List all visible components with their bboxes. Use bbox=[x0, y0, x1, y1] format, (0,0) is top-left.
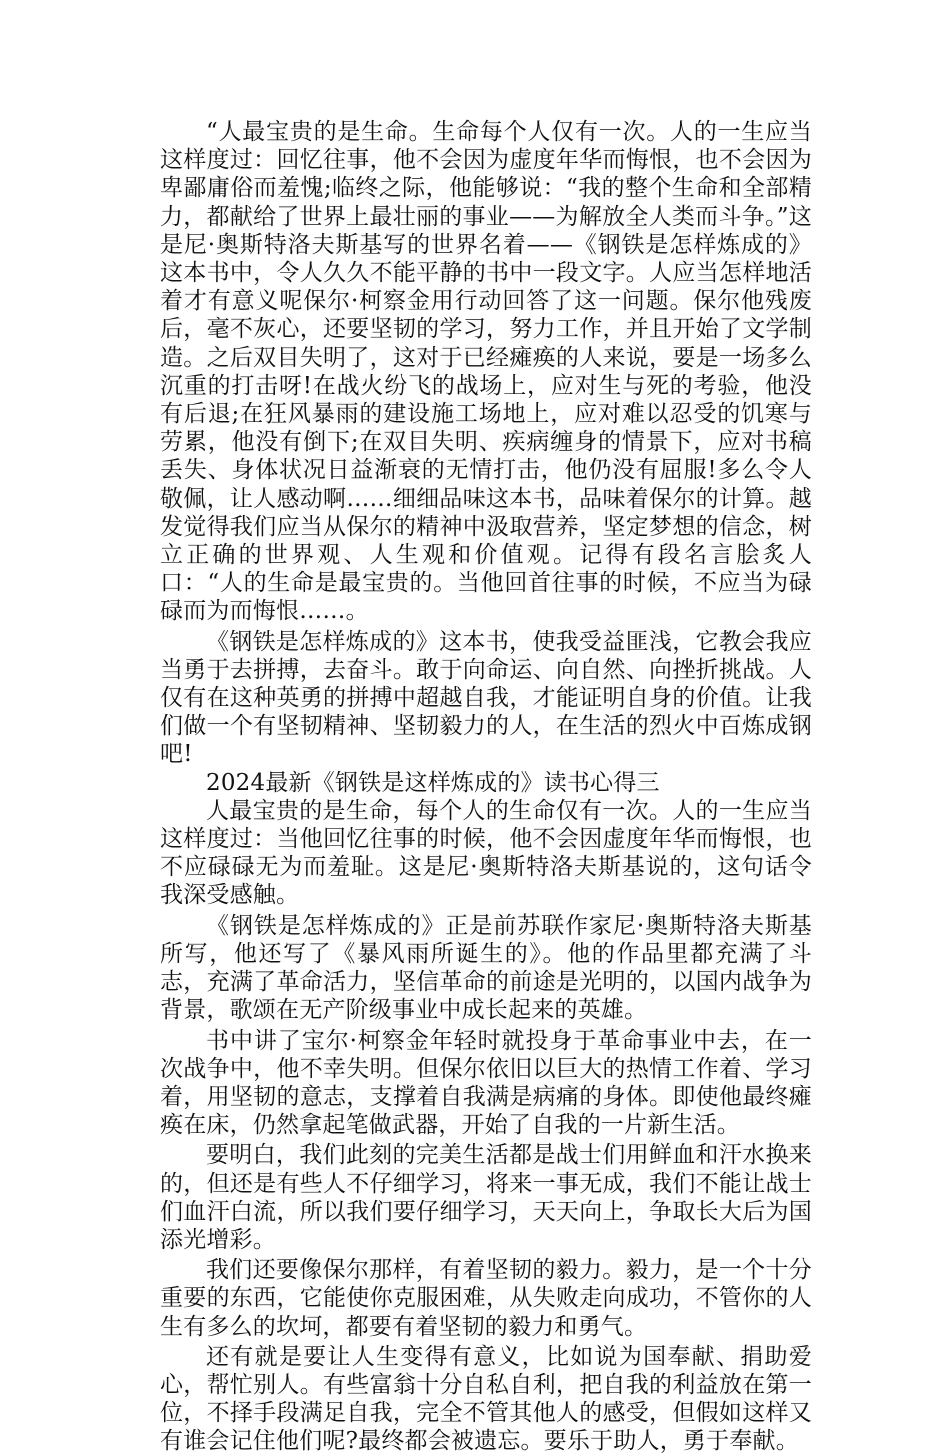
paragraph-4: 《钢铁是怎样炼成的》正是前苏联作家尼·奥斯特洛夫斯基所写，他还写了《暴风雨所诞生的》。他的作品里都充满了斗志，充满了革命活力，坚信革命的前途是光明的，以国内战争为背景，歌颂在无产阶级事业中成长起来的英雄。 bbox=[160, 912, 812, 1024]
paragraph-8: 还有就是要让人生变得有意义，比如说为国奉献、捐助爱心，帮忙别人。有些富翁十分自私自利，把自我的利益放在第一位，不择手段满足自我，完全不管其他人的感受，但假如这样又有谁会记住他们呢?最终都会被遗忘。要乐于助人，勇于奉献。 bbox=[160, 1343, 812, 1455]
paragraph-7: 我们还要像保尔那样，有着坚韧的毅力。毅力，是一个十分重要的东西，它能使你克服困难，从失败走向成功，不管你的人生有多么的坎坷，都要有着坚韧的毅力和勇气。 bbox=[160, 1257, 812, 1340]
paragraph-6: 要明白，我们此刻的完美生活都是战士们用鲜血和汗水换来的，但还是有些人不仔细学习，将来一事无成，我们不能让战士们血汗白流，所以我们要仔细学习，天天向上，争取长大后为国添光增彩。 bbox=[160, 1142, 812, 1253]
paragraph-1: “人最宝贵的是生命。生命每个人仅有一次。人的一生应当这样度过：回忆往事，他不会因为虚度年华而悔恨，也不会因为卑鄙庸俗而羞愧;临终之际，他能够说：“我的整个生命和全部精力，都献给了世界上最壮丽的事业——为解放全人类而斗争。”这是尼·奥斯特洛夫斯基写的世界名着——《钢铁是怎样炼成的》这本书中，令人久久不能平静的书中一段文字。人应当怎样地活着才有意义呢保尔·柯察金用行动回答了这一问题。保尔他残废后，毫不灰心，还要坚韧的学习，努力工作，并且开始了文学制造。之后双目失明了，这对于已经瘫痪的人来说，要是一场多么沉重的打击呀!在战火纷飞的战场上，应对生与死的考验，他没有后退;在狂风暴雨的建设施工场地上，应对难以忍受的饥寒与劳累，他没有倒下;在双目失明、疾病缠身的情景下，应对书稿丢失、身体状况日益渐衰的无情打击，他仍没有屈服!多么令人敬佩，让人感动啊……细细品味这本书，品味着保尔的计算。越发觉得我们应当从保尔的精神中汲取营养，坚定梦想的信念，树立正确的世界观、人生观和价值观。记得有段名言脍炙人口：“人的生命是最宝贵的。当他回首往事的时候，不应当为碌碌而为而悔恨……。 bbox=[160, 119, 812, 625]
paragraph-5: 书中讲了宝尔·柯察金年轻时就投身于革命事业中去，在一次战争中，他不幸失明。但保尔依旧以巨大的热情工作着、学习着，用坚韧的意志，支撑着自我满是病痛的身体。即使他最终瘫痪在床，仍然拿起笔做武器，开始了自我的一片新生活。 bbox=[160, 1027, 812, 1139]
paragraph-2: 《钢铁是怎样炼成的》这本书，使我受益匪浅，它教会我应当勇于去拼搏，去奋斗。敢于向命运、向自然、向挫折挑战。人仅有在这种英勇的拼搏中超越自我，才能证明自身的价值。让我们做一个有坚韧精神、坚韧毅力的人，在生活的烈火中百炼成钢吧! bbox=[160, 628, 812, 768]
paragraph-3: 人最宝贵的是生命，每个人的生命仅有一次。人的一生应当这样度过：当他回忆往事的时候，他不会因虚度年华而悔恨，也不应碌碌无为而羞耻。这是尼·奥斯特洛夫斯基说的，这句话令我深受感触。 bbox=[160, 797, 812, 909]
document-body bbox=[160, 118, 812, 1456]
section-heading: 2024最新《钢铁是这样炼成的》读书心得三 bbox=[206, 769, 660, 796]
